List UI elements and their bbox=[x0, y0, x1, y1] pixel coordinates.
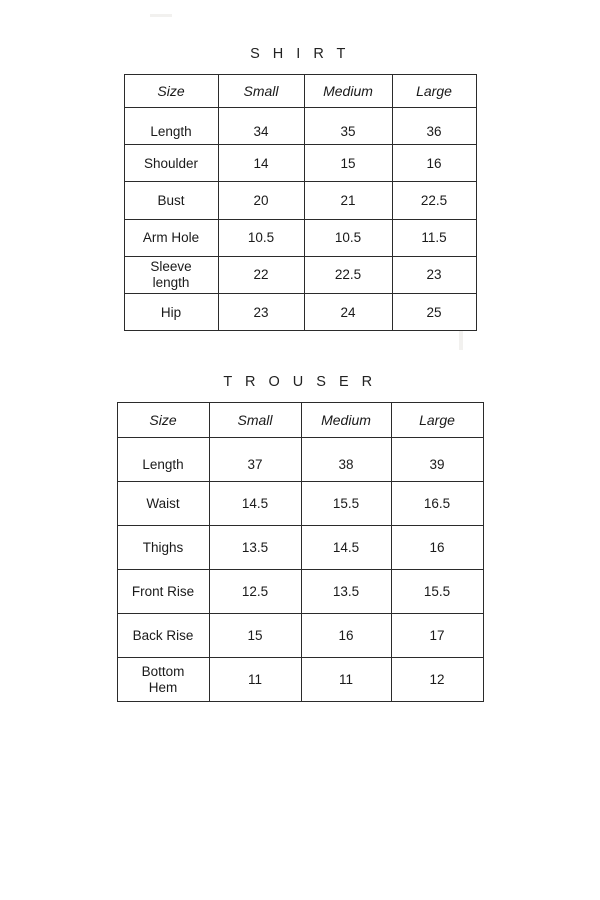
row-label: Hip bbox=[124, 293, 218, 330]
row-value-large: 11.5 bbox=[392, 219, 476, 256]
row-value-large: 17 bbox=[391, 614, 483, 658]
column-header-medium: Medium bbox=[301, 403, 391, 438]
table-row bbox=[124, 182, 476, 219]
row-value-small: 23 bbox=[218, 293, 304, 330]
row-value-large: 25 bbox=[392, 293, 476, 330]
row-value-medium: 22.5 bbox=[304, 256, 392, 293]
table-row bbox=[124, 256, 476, 293]
row-value-large: 39 bbox=[391, 438, 483, 482]
row-value-small: 37 bbox=[209, 438, 301, 482]
trouser-size-section bbox=[0, 374, 600, 702]
trouser-size-table bbox=[117, 402, 484, 702]
row-label: Bottom Hem bbox=[117, 658, 209, 702]
row-value-large: 23 bbox=[392, 256, 476, 293]
row-value-large: 16 bbox=[391, 526, 483, 570]
table-row bbox=[124, 293, 476, 330]
scan-artifact-top-left bbox=[150, 14, 172, 17]
table-header-row bbox=[124, 75, 476, 108]
row-value-large: 16.5 bbox=[391, 482, 483, 526]
row-value-small: 11 bbox=[209, 658, 301, 702]
row-value-medium: 38 bbox=[301, 438, 391, 482]
row-value-small: 14.5 bbox=[209, 482, 301, 526]
table-row bbox=[124, 108, 476, 145]
column-header-size: Size bbox=[124, 75, 218, 108]
row-value-medium: 10.5 bbox=[304, 219, 392, 256]
column-header-medium: Medium bbox=[304, 75, 392, 108]
row-value-small: 34 bbox=[218, 108, 304, 145]
row-value-medium: 13.5 bbox=[301, 570, 391, 614]
row-label: Bust bbox=[124, 182, 218, 219]
column-header-small: Small bbox=[218, 75, 304, 108]
table-row bbox=[117, 526, 483, 570]
row-label: Shoulder bbox=[124, 145, 218, 182]
column-header-large: Large bbox=[392, 75, 476, 108]
row-label: Sleeve length bbox=[124, 256, 218, 293]
row-label: Length bbox=[117, 438, 209, 482]
row-label: Front Rise bbox=[117, 570, 209, 614]
row-value-large: 36 bbox=[392, 108, 476, 145]
row-value-medium: 21 bbox=[304, 182, 392, 219]
table-row bbox=[124, 219, 476, 256]
table-row bbox=[124, 145, 476, 182]
row-label: Length bbox=[124, 108, 218, 145]
row-value-small: 20 bbox=[218, 182, 304, 219]
row-label: Back Rise bbox=[117, 614, 209, 658]
row-value-small: 14 bbox=[218, 145, 304, 182]
table-row bbox=[117, 614, 483, 658]
row-label: Waist bbox=[117, 482, 209, 526]
shirt-size-table bbox=[124, 74, 477, 331]
row-value-large: 15.5 bbox=[391, 570, 483, 614]
shirt-section-title: S H I R T bbox=[250, 46, 350, 62]
row-value-large: 16 bbox=[392, 145, 476, 182]
row-label: Thighs bbox=[117, 526, 209, 570]
table-header-row bbox=[117, 403, 483, 438]
row-value-medium: 16 bbox=[301, 614, 391, 658]
trouser-section-title: T R O U S E R bbox=[223, 374, 377, 390]
row-value-medium: 11 bbox=[301, 658, 391, 702]
row-value-small: 13.5 bbox=[209, 526, 301, 570]
row-value-medium: 24 bbox=[304, 293, 392, 330]
column-header-size: Size bbox=[117, 403, 209, 438]
row-value-medium: 14.5 bbox=[301, 526, 391, 570]
row-value-small: 22 bbox=[218, 256, 304, 293]
table-row bbox=[117, 438, 483, 482]
shirt-size-section bbox=[0, 46, 600, 331]
row-value-medium: 35 bbox=[304, 108, 392, 145]
table-row bbox=[117, 570, 483, 614]
column-header-small: Small bbox=[209, 403, 301, 438]
row-value-medium: 15.5 bbox=[301, 482, 391, 526]
table-row bbox=[117, 658, 483, 702]
row-label: Arm Hole bbox=[124, 219, 218, 256]
row-value-small: 15 bbox=[209, 614, 301, 658]
column-header-large: Large bbox=[391, 403, 483, 438]
table-row bbox=[117, 482, 483, 526]
row-value-large: 12 bbox=[391, 658, 483, 702]
row-value-small: 10.5 bbox=[218, 219, 304, 256]
row-value-small: 12.5 bbox=[209, 570, 301, 614]
row-value-medium: 15 bbox=[304, 145, 392, 182]
row-value-large: 22.5 bbox=[392, 182, 476, 219]
